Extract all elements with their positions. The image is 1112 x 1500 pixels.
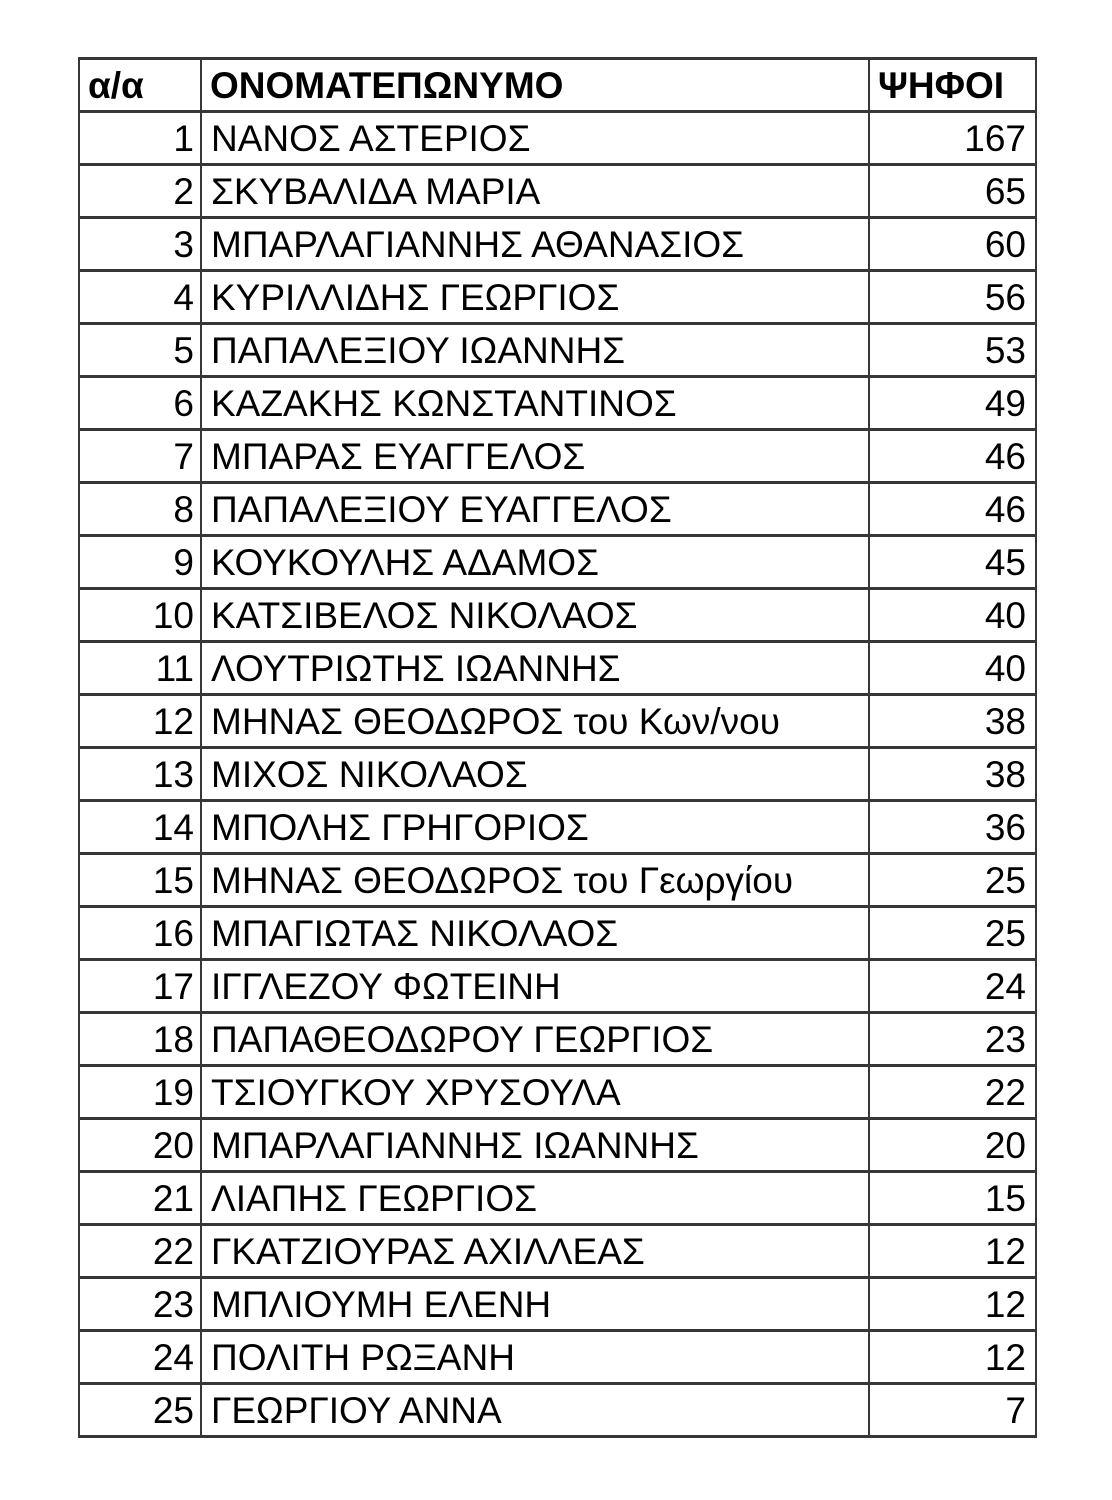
row-number: 10 <box>79 589 201 642</box>
candidate-name: ΠΑΠΑΛΕΞΙΟΥ ΙΩΑΝΝΗΣ <box>201 324 869 377</box>
candidate-name: ΛΟΥΤΡΙΩΤΗΣ ΙΩΑΝΝΗΣ <box>201 642 869 695</box>
table-row <box>79 960 1036 1013</box>
vote-count: 22 <box>869 1066 1036 1119</box>
candidate-name: ΜΠΑΡΑΣ ΕΥΑΓΓΕΛΟΣ <box>201 430 869 483</box>
table-row <box>79 324 1036 377</box>
candidate-name: ΝΑΝΟΣ ΑΣΤΕΡΙΟΣ <box>201 112 869 165</box>
table-row <box>79 218 1036 271</box>
vote-results-table-wrap <box>78 57 1037 1438</box>
vote-count: 38 <box>869 748 1036 801</box>
candidate-name: ΓΚΑΤΖΙΟΥΡΑΣ ΑΧΙΛΛΕΑΣ <box>201 1225 869 1278</box>
row-number: 6 <box>79 377 201 430</box>
row-number: 7 <box>79 430 201 483</box>
candidate-name: ΜΠΑΡΛΑΓΙΑΝΝΗΣ ΑΘΑΝΑΣΙΟΣ <box>201 218 869 271</box>
table-row <box>79 854 1036 907</box>
table-row <box>79 801 1036 854</box>
vote-count: 25 <box>869 907 1036 960</box>
vote-count: 38 <box>869 695 1036 748</box>
vote-count: 12 <box>869 1225 1036 1278</box>
vote-count: 167 <box>869 112 1036 165</box>
table-row <box>79 483 1036 536</box>
candidate-name: ΜΗΝΑΣ ΘΕΟΔΩΡΟΣ του Κων/νου <box>201 695 869 748</box>
vote-count: 40 <box>869 589 1036 642</box>
candidate-name: ΠΑΠΑΘΕΟΔΩΡΟΥ ΓΕΩΡΓΙΟΣ <box>201 1013 869 1066</box>
row-number: 20 <box>79 1119 201 1172</box>
table-row <box>79 907 1036 960</box>
table-row <box>79 695 1036 748</box>
table-header <box>79 59 1036 112</box>
vote-count: 46 <box>869 483 1036 536</box>
table-row <box>79 165 1036 218</box>
vote-count: 20 <box>869 1119 1036 1172</box>
row-number: 18 <box>79 1013 201 1066</box>
table-row <box>79 1225 1036 1278</box>
row-number: 5 <box>79 324 201 377</box>
row-number: 21 <box>79 1172 201 1225</box>
header-cell-votes: ΨΗΦΟΙ <box>869 59 1036 112</box>
candidate-name: ΛΙΑΠΗΣ ΓΕΩΡΓΙΟΣ <box>201 1172 869 1225</box>
candidate-name: ΠΑΠΑΛΕΞΙΟΥ ΕΥΑΓΓΕΛΟΣ <box>201 483 869 536</box>
table-row <box>79 589 1036 642</box>
vote-count: 45 <box>869 536 1036 589</box>
row-number: 24 <box>79 1331 201 1384</box>
candidate-name: ΙΓΓΛΕΖΟΥ ΦΩΤΕΙΝΗ <box>201 960 869 1013</box>
table-row <box>79 536 1036 589</box>
candidate-name: ΣΚΥΒΑΛΙΔΑ ΜΑΡΙΑ <box>201 165 869 218</box>
vote-count: 65 <box>869 165 1036 218</box>
vote-count: 15 <box>869 1172 1036 1225</box>
row-number: 4 <box>79 271 201 324</box>
candidate-name: ΚΟΥΚΟΥΛΗΣ ΑΔΑΜΟΣ <box>201 536 869 589</box>
candidate-name: ΠΟΛΙΤΗ ΡΩΞΑΝΗ <box>201 1331 869 1384</box>
row-number: 9 <box>79 536 201 589</box>
header-row <box>79 59 1036 112</box>
row-number: 17 <box>79 960 201 1013</box>
table-row <box>79 642 1036 695</box>
row-number: 11 <box>79 642 201 695</box>
table-row <box>79 430 1036 483</box>
row-number: 1 <box>79 112 201 165</box>
table-row <box>79 1331 1036 1384</box>
table-row <box>79 1172 1036 1225</box>
row-number: 23 <box>79 1278 201 1331</box>
candidate-name: ΜΠΑΡΛΑΓΙΑΝΝΗΣ ΙΩΑΝΝΗΣ <box>201 1119 869 1172</box>
vote-count: 53 <box>869 324 1036 377</box>
table-row <box>79 377 1036 430</box>
vote-count: 12 <box>869 1331 1036 1384</box>
vote-results-table <box>78 57 1037 1438</box>
candidate-name: ΜΗΝΑΣ ΘΕΟΔΩΡΟΣ του Γεωργίου <box>201 854 869 907</box>
candidate-name: ΜΠΑΓΙΩΤΑΣ ΝΙΚΟΛΑΟΣ <box>201 907 869 960</box>
candidate-name: ΜΠΛΙΟΥΜΗ ΕΛΕΝΗ <box>201 1278 869 1331</box>
candidate-name: ΜΠΟΛΗΣ ΓΡΗΓΟΡΙΟΣ <box>201 801 869 854</box>
table-row <box>79 112 1036 165</box>
table-row <box>79 1384 1036 1437</box>
row-number: 13 <box>79 748 201 801</box>
vote-count: 7 <box>869 1384 1036 1437</box>
row-number: 22 <box>79 1225 201 1278</box>
header-cell-index: α/α <box>79 59 201 112</box>
table-row <box>79 1119 1036 1172</box>
candidate-name: ΤΣΙΟΥΓΚΟΥ ΧΡΥΣΟΥΛΑ <box>201 1066 869 1119</box>
vote-count: 23 <box>869 1013 1036 1066</box>
candidate-name: ΚΥΡΙΛΛΙΔΗΣ ΓΕΩΡΓΙΟΣ <box>201 271 869 324</box>
vote-count: 46 <box>869 430 1036 483</box>
row-number: 15 <box>79 854 201 907</box>
row-number: 2 <box>79 165 201 218</box>
row-number: 19 <box>79 1066 201 1119</box>
candidate-name: ΓΕΩΡΓΙΟΥ ΑΝΝΑ <box>201 1384 869 1437</box>
row-number: 25 <box>79 1384 201 1437</box>
vote-count: 24 <box>869 960 1036 1013</box>
row-number: 3 <box>79 218 201 271</box>
row-number: 14 <box>79 801 201 854</box>
table-row <box>79 271 1036 324</box>
row-number: 12 <box>79 695 201 748</box>
vote-count: 36 <box>869 801 1036 854</box>
vote-count: 40 <box>869 642 1036 695</box>
vote-count: 12 <box>869 1278 1036 1331</box>
vote-count: 49 <box>869 377 1036 430</box>
candidate-name: ΚΑΤΣΙΒΕΛΟΣ ΝΙΚΟΛΑΟΣ <box>201 589 869 642</box>
table-body <box>79 112 1036 1437</box>
table-row <box>79 748 1036 801</box>
vote-count: 60 <box>869 218 1036 271</box>
header-cell-fullname: ΟΝΟΜΑΤΕΠΩΝΥΜΟ <box>201 59 869 112</box>
row-number: 16 <box>79 907 201 960</box>
vote-count: 25 <box>869 854 1036 907</box>
candidate-name: ΜΙΧΟΣ ΝΙΚΟΛΑΟΣ <box>201 748 869 801</box>
candidate-name: ΚΑΖΑΚΗΣ ΚΩΝΣΤΑΝΤΙΝΟΣ <box>201 377 869 430</box>
row-number: 8 <box>79 483 201 536</box>
table-row <box>79 1066 1036 1119</box>
vote-count: 56 <box>869 271 1036 324</box>
table-row <box>79 1278 1036 1331</box>
table-row <box>79 1013 1036 1066</box>
